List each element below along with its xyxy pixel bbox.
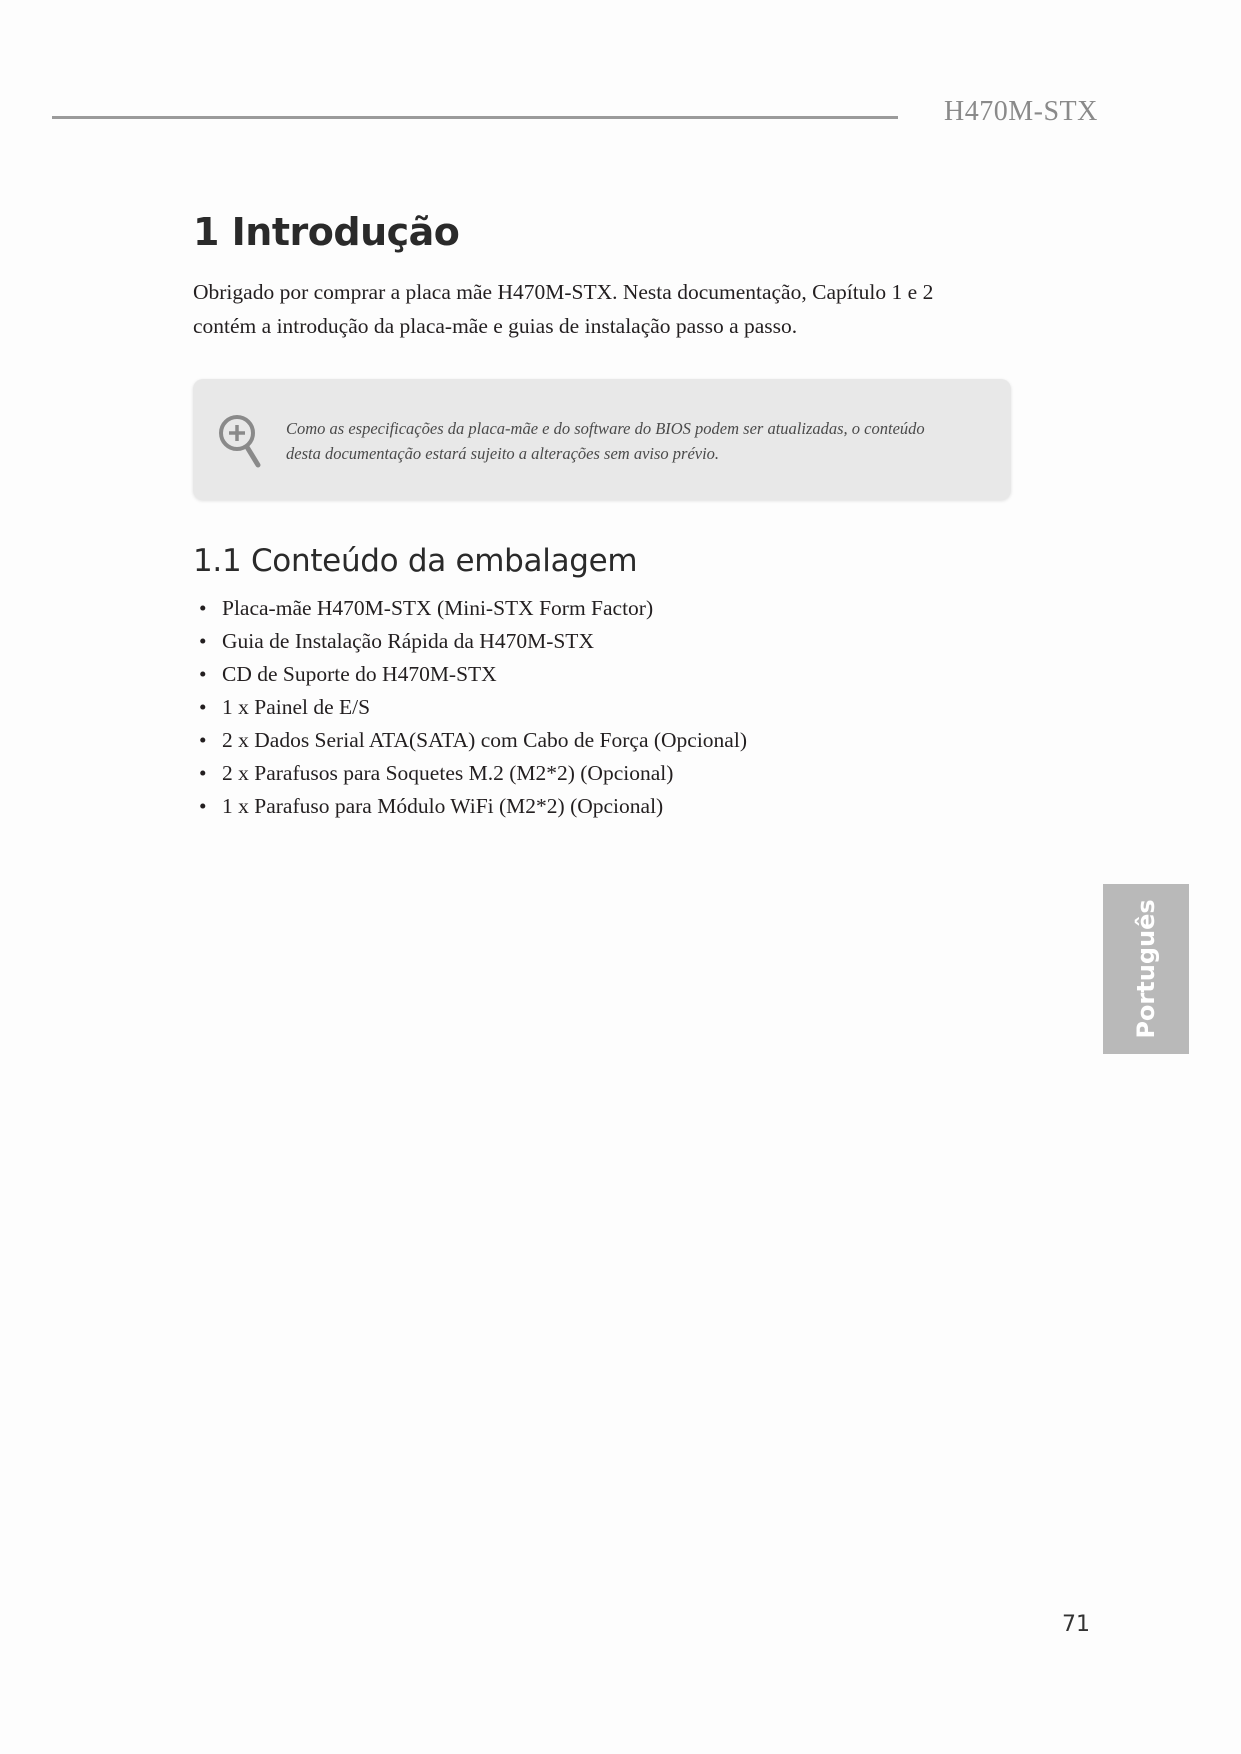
list-item: • 2 x Dados Serial ATA(SATA) com Cabo de Força (Opcional) [199,724,747,757]
list-item: • Guia de Instalação Rápida da H470M-STX [199,625,747,658]
note-line-2: desta documentação estará sujeito a alterações sem aviso prévio. [286,444,720,463]
magnifier-plus-icon [217,413,263,469]
header-rule [52,116,898,119]
intro-line-1: Obrigado por comprar a placa mãe H470M-STX. Nesta documentação, Capítulo 1 e 2 [193,280,934,304]
note-text [286,416,986,466]
intro-paragraph [193,275,973,343]
list-item: • Placa-mãe H470M-STX (Mini-STX Form Factor) [199,592,747,625]
list-item: • 1 x Painel de E/S [199,691,747,724]
package-contents-list [199,592,747,823]
section-title: 1.1 Conteúdo da embalagem [193,543,638,579]
page-number: 71 [1062,1612,1090,1637]
list-item: • 2 x Parafusos para Soquetes M.2 (M2*2) (Opcional) [199,757,747,790]
language-side-tab [1103,884,1189,1054]
intro-line-2: contém a introdução da placa-mãe e guias de instalação passo a passo. [193,314,798,338]
list-item: • 1 x Parafuso para Módulo WiFi (M2*2) (Opcional) [199,790,747,823]
list-item: • CD de Suporte do H470M-STX [199,658,747,691]
note-line-1: Como as especificações da placa-mãe e do software do BIOS podem ser atualizadas, o conteúdo [286,419,925,438]
chapter-title: 1 Introdução [193,210,460,254]
header-model-name: H470M-STX [944,96,1098,127]
language-tab-label: Português [1132,899,1160,1039]
note-box [193,379,1011,500]
